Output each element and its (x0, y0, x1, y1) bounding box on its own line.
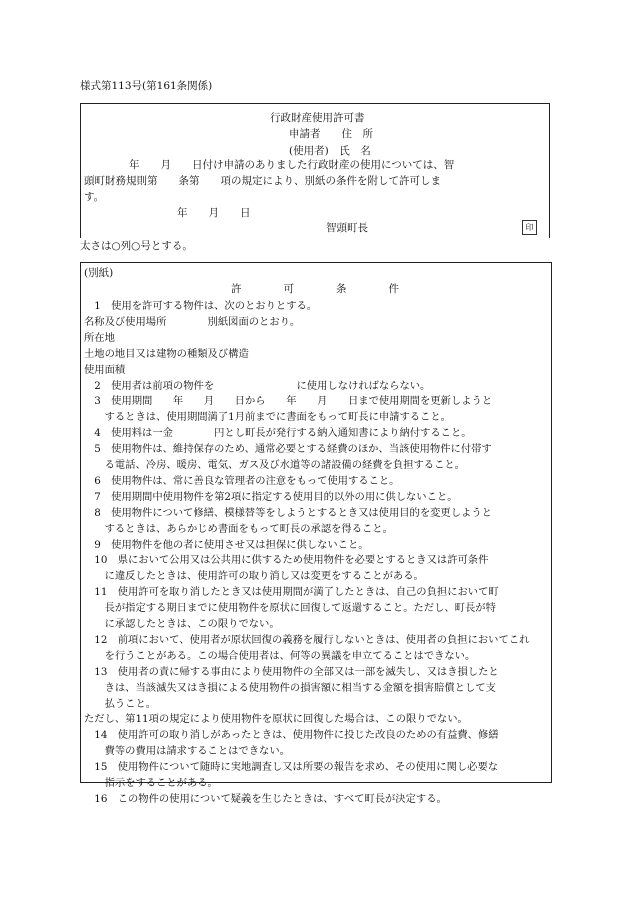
applicant-name-label: (使用者) 氏 名 (289, 145, 371, 157)
permit-date-line: 年 月 日 (177, 207, 251, 219)
permit-title: 行政財産使用許可書 (270, 112, 365, 124)
condition-line: に違反したときは、使用許可の取り消し又は変更をすることがある。 (84, 570, 424, 583)
condition-line: 10 県において公用又は公共用に供するため使用物件を必要とするとき又は許可条件 (84, 554, 489, 567)
condition-line: 8 使用物件について修繕、模様替等をしようとするとき又は使用目的を変更しようと (84, 506, 492, 519)
condition-line: 13 使用者の責に帰する事由により使用物件の全部又は一部を滅失し、又はき損したと (84, 665, 499, 678)
condition-line: る電話、冷房、暖房、電気、ガス及び水道等の諸設備の経費を負担すること。 (84, 459, 465, 471)
permit-body-line-2: 頭町財務規則第 条第 項の規定により、別紙の条件を附して許可しま (84, 175, 441, 187)
seal-mark (522, 220, 537, 235)
permit-issuer: 智頭町長 (326, 222, 368, 234)
permit-document (80, 103, 550, 238)
condition-line: 14 使用許可の取り消しがあったときは、使用物件に投じた改良のための有益費、修繕 (84, 729, 499, 742)
form-number: 様式第113号(第161条関係) (80, 80, 213, 92)
condition-line: 9 使用物件を他の者に使用させ又は担保に供しないこと。 (84, 538, 369, 551)
condition-line: 16 この物件の使用について疑義を生じたときは、すべて町長が決定する。 (84, 792, 447, 805)
size-note: 太さは○列○号とする。 (80, 240, 193, 252)
condition-line: 7 使用期間中使用物件を第2項に指定する使用目的以外の用に供しないこと。 (84, 490, 458, 503)
permit-body-line-1: 年 月 日付け申請のありました行政財産の使用については、智 (129, 159, 455, 171)
condition-line: 12 前項において、使用者が原状回復の義務を履行しないときは、使用者の負担においてこれ (84, 633, 530, 646)
condition-line: するときは、使用期間満了1月前までに書面をもって町長に申請すること。 (84, 411, 451, 424)
condition-line: 払うこと。 (84, 697, 157, 710)
conditions-document (80, 262, 552, 805)
condition-line: 名称及び使用場所 別紙図面のとおり。 (84, 315, 301, 328)
condition-line: に承認したときは、この限りでない。 (84, 618, 280, 630)
seal-char: 印 (525, 223, 534, 232)
condition-line: 5 使用物件は、維持保存のため、通常必要とする経費のほか、当該使用物件に付帯す (84, 443, 492, 456)
condition-line: 1 使用を許可する物件は、次のとおりとする。 (84, 300, 318, 312)
condition-line: 15 使用物件について随時に実地調査し又は所要の報告を求め、その使用に関し必要な (84, 761, 499, 774)
condition-line: 6 使用物件は、常に善良な管理者の注意をもって使用すること。 (84, 474, 400, 487)
condition-line: 土地の地目又は建物の種類及び構造 (84, 347, 249, 360)
condition-line: 2 使用者は前項の物件を に使用しなければならない。 (84, 379, 431, 392)
condition-line: 指示をすることがある。 (84, 777, 218, 789)
conditions-heading: 許 可 条 件 (231, 283, 399, 295)
condition-line: 長が指定する期日までに使用物件を原状に回復して返還すること。ただし、町長が特 (84, 602, 496, 615)
condition-line: 使用面積 (84, 363, 126, 376)
condition-line: きは、当該滅失又はき損による使用物件の損害額に相当する金額を損害賠償として支 (84, 681, 496, 694)
permit-body-line-3: す。 (84, 191, 105, 203)
attachment-label: (別紙) (84, 267, 114, 279)
condition-line: 3 使用期間 年 月 日から 年 月 日まで使用期間を更新しようと (84, 395, 493, 408)
condition-line: するときは、あらかじめ書面をもって町長の承認を得ること。 (84, 522, 393, 535)
condition-line: 所在地 (84, 331, 115, 344)
condition-line: 4 使用料は一金 円とし町長が発行する納入通知書により納付すること。 (84, 427, 472, 440)
condition-line: 費等の費用は請求することはできない。 (84, 745, 290, 758)
condition-line: ただし、第11項の規定により使用物件を原状に回復した場合は、この限りでない。 (84, 713, 468, 726)
applicant-address-label: 申請者 住 所 (289, 128, 373, 140)
condition-line: を行うことがある。この場合使用者は、何等の異議を申立てることはできない。 (84, 649, 476, 662)
condition-line: 11 使用許可を取り消したとき又は使用期間が満了したときは、自己の負担において町 (84, 586, 499, 599)
